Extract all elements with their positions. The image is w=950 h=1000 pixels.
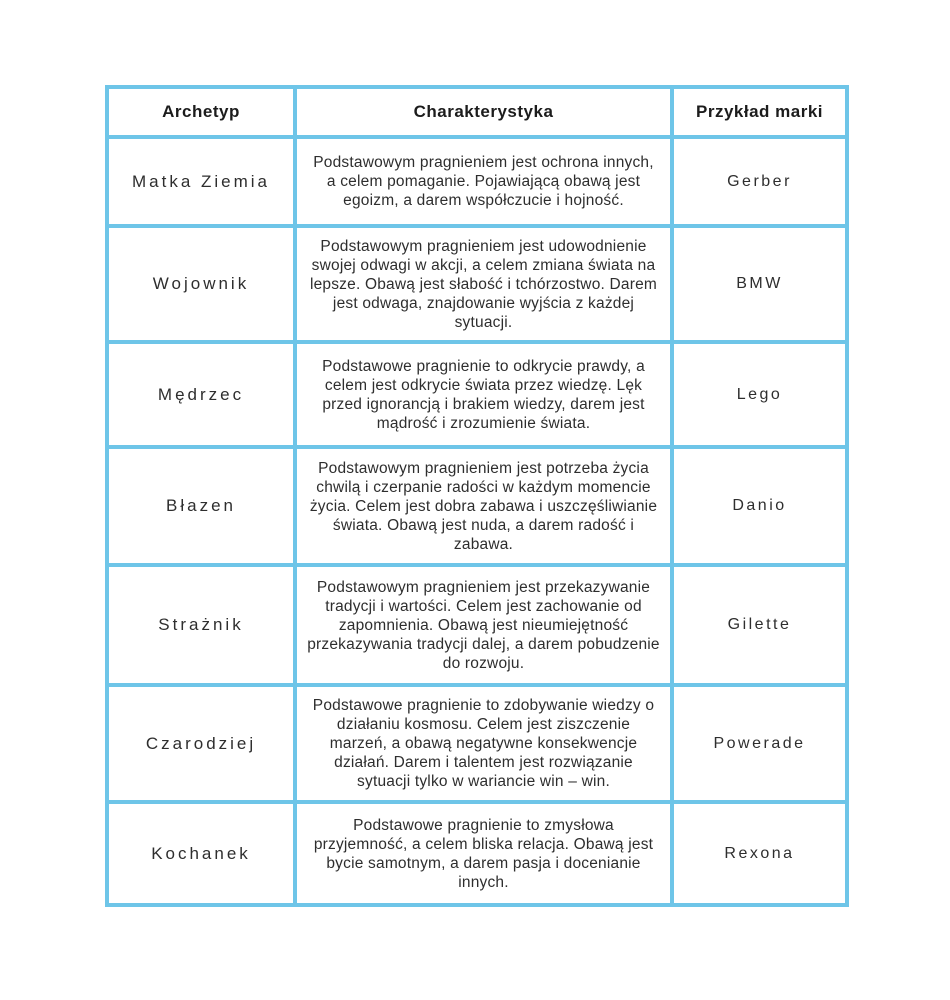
- archetype-name: Czarodziej: [107, 685, 295, 802]
- brand-example: BMW: [672, 226, 847, 342]
- brand-example: Rexona: [672, 802, 847, 905]
- archetype-name: Mędrzec: [107, 342, 295, 447]
- brand-example: Danio: [672, 447, 847, 565]
- archetype-description: Podstawowe pragnienie to odkrycie prawdy, a celem jest odkrycie świata przez wiedzę. Lęk przed ignorancją i brakiem wiedzy, darem jest mądrość i zrozumienie świata.: [295, 342, 672, 447]
- table-row: [107, 802, 847, 905]
- archetype-description: Podstawowe pragnienie to zdobywanie wiedzy o działaniu kosmosu. Celem jest ziszczenie marzeń, a obawą negatywne konsekwencje działań. Darem i talentem jest rozwiązanie sytuacji tylko w wariancie win – win.: [295, 685, 672, 802]
- archetype-description: Podstawowym pragnieniem jest ochrona innych, a celem pomaganie. Pojawiającą obawą jest egoizm, a darem współczucie i hojność.: [295, 137, 672, 226]
- brand-example: Gilette: [672, 565, 847, 685]
- table-row: [107, 447, 847, 565]
- table-row: [107, 685, 847, 802]
- brand-example: Lego: [672, 342, 847, 447]
- archetype-table: [105, 85, 849, 907]
- table-row: [107, 226, 847, 342]
- archetype-description: Podstawowym pragnieniem jest przekazywanie tradycji i wartości. Celem jest zachowanie od zapomnienia. Obawą jest nieumiejętność przekazywania tradycji dalej, a darem pobudzenie do rozwoju.: [295, 565, 672, 685]
- column-header-archetype: Archetyp: [107, 87, 295, 137]
- table-row: [107, 565, 847, 685]
- archetype-name: Błazen: [107, 447, 295, 565]
- archetype-description: Podstawowym pragnieniem jest potrzeba życia chwilą i czerpanie radości w każdym momencie życia. Celem jest dobra zabawa i uszczęśliwianie świata. Obawą jest nuda, a darem radość i zabawa.: [295, 447, 672, 565]
- archetype-name: Kochanek: [107, 802, 295, 905]
- archetype-name: Wojownik: [107, 226, 295, 342]
- archetype-name: Matka Ziemia: [107, 137, 295, 226]
- column-header-charakterystyka: Charakterystyka: [295, 87, 672, 137]
- brand-example: Powerade: [672, 685, 847, 802]
- archetype-description: Podstawowe pragnienie to zmysłowa przyjemność, a celem bliska relacja. Obawą jest bycie samotnym, a darem pasja i docenianie innych.: [295, 802, 672, 905]
- archetype-description: Podstawowym pragnieniem jest udowodnienie swojej odwagi w akcji, a celem zmiana świata na lepsze. Obawą jest słabość i tchórzostwo. Darem jest odwaga, znajdowanie wyjścia z każdej sytuacji.: [295, 226, 672, 342]
- table-row: [107, 342, 847, 447]
- column-header-przyklad-marki: Przykład marki: [672, 87, 847, 137]
- table-row: [107, 137, 847, 226]
- table-header-row: [107, 87, 847, 137]
- brand-example: Gerber: [672, 137, 847, 226]
- archetype-name: Strażnik: [107, 565, 295, 685]
- table-body: [107, 137, 847, 905]
